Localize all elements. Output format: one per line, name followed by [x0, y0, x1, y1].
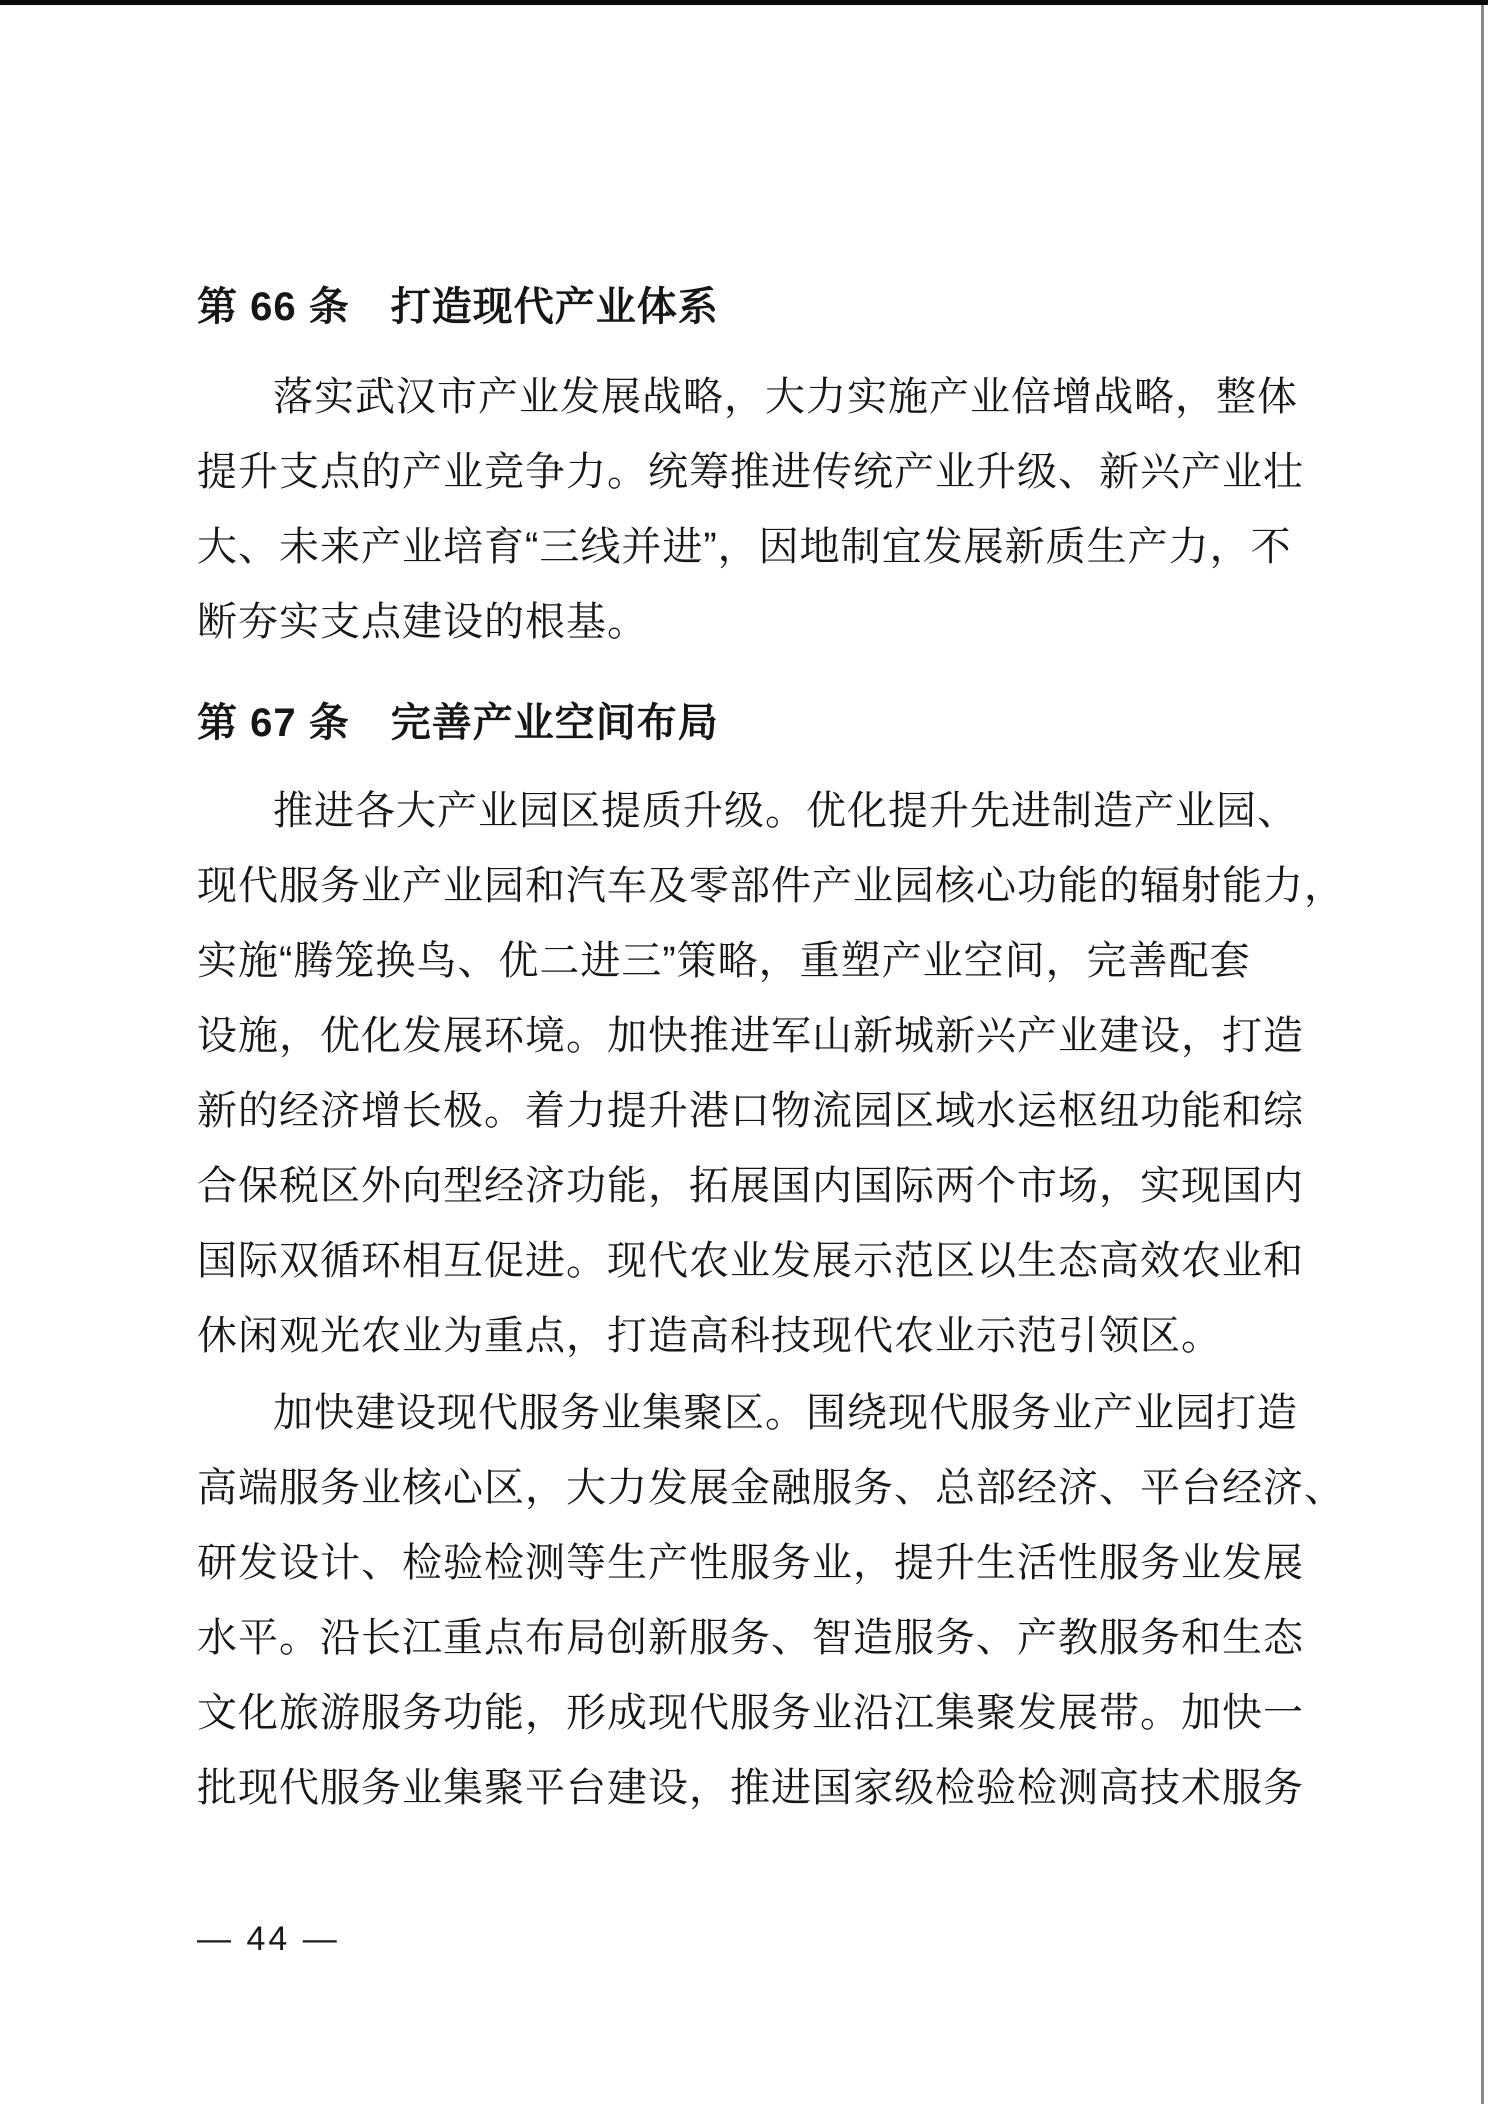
text-line: 加快建设现代服务业集聚区。围绕现代服务业产业园打造: [273, 1391, 1298, 1435]
text-line: 高端服务业核心区，大力发展金融服务、总部经济、平台经济、: [197, 1466, 1345, 1510]
text-line: 批现代服务业集聚平台建设，推进国家级检验检测高技术服务: [197, 1766, 1304, 1810]
text-line: 国际双循环相互促进。现代农业发展示范区以生态高效农业和: [197, 1239, 1304, 1283]
text-line: 大、未来产业培育“三线并进”，因地制宜发展新质生产力，不: [197, 525, 1292, 569]
page-number: — 44 —: [197, 1920, 340, 1958]
article-67-paragraph-2: [197, 1376, 1347, 1826]
text-line: 断夯实支点建设的根基。: [197, 600, 648, 644]
article-66-heading: 第 66 条 打造现代产业体系: [197, 285, 719, 329]
article-66-paragraph-1: [197, 360, 1347, 660]
scan-top-border: [0, 0, 1488, 5]
article-67-heading: 第 67 条 完善产业空间布局: [197, 701, 719, 745]
text-line: 新的经济增长极。着力提升港口物流园区域水运枢纽功能和综: [197, 1089, 1304, 1133]
text-line: 现代服务业产业园和汽车及零部件产业园核心功能的辐射能力，: [197, 864, 1345, 908]
text-line: 文化旅游服务功能，形成现代服务业沿江集聚发展带。加快一: [197, 1691, 1304, 1735]
scan-right-edge-line: [1481, 5, 1484, 2104]
text-line: 实施“腾笼换鸟、优二进三”策略，重塑产业空间，完善配套: [197, 939, 1251, 983]
text-line: 落实武汉市产业发展战略，大力实施产业倍增战略，整体: [273, 375, 1298, 419]
text-line: 合保税区外向型经济功能，拓展国内国际两个市场，实现国内: [197, 1164, 1304, 1208]
article-67-paragraph-1: [197, 774, 1347, 1374]
text-line: 水平。沿长江重点布局创新服务、智造服务、产教服务和生态: [197, 1616, 1304, 1660]
text-line: 设施，优化发展环境。加快推进军山新城新兴产业建设，打造: [197, 1014, 1304, 1058]
text-line: 研发设计、检验检测等生产性服务业，提升生活性服务业发展: [197, 1541, 1304, 1585]
text-line: 推进各大产业园区提质升级。优化提升先进制造产业园、: [273, 789, 1298, 833]
text-line: 休闲观光农业为重点，打造高科技现代农业示范引领区。: [197, 1314, 1222, 1358]
text-line: 提升支点的产业竞争力。统筹推进传统产业升级、新兴产业壮: [197, 450, 1304, 494]
